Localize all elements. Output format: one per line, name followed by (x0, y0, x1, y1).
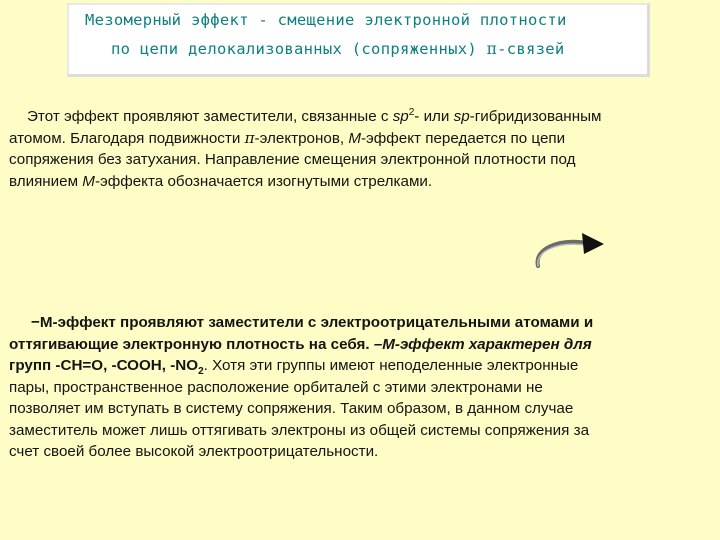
para2-line-7: счет своей более высокой электроотрицательности. (9, 443, 379, 460)
curved-arrow-icon (526, 230, 608, 274)
para2-line-2: оттягивающие электронную плотность на себя. –М-эффект характерен для (9, 335, 592, 353)
para1-line-4: влиянием М-эффекта обозначается изогнутыми стрелками. (9, 172, 433, 190)
pi-symbol: π (244, 128, 255, 147)
title-line-2-text: по цепи делокализованных (сопряженных) (111, 40, 487, 58)
pi-symbol: π (486, 40, 498, 58)
para2-line-6: заместитель может лишь оттягивать электроны из общей системы сопряжения за (9, 421, 590, 439)
para1-line-3: сопряжения без затухания. Направление смещения электронной плотности под (9, 151, 576, 168)
para1-line-1: Этот эффект проявляют заместители, связанные с $sp^2-$ или sp-гибридизованным (27, 107, 602, 125)
paragraph-mesomeric-intro (9, 106, 714, 192)
para2-line-5: позволяет им вступать в систему сопряжения. Таким образом, в данном случае (9, 400, 574, 417)
para1-line-2: атомом. Благодаря подвижности π-электронов, М-эффект передается по цепи (9, 128, 566, 147)
title-line-1: Мезомерный эффект - смещение электронной плотности (85, 11, 567, 29)
title-line-2-end: -связей (497, 40, 565, 58)
para2-line-4: пары, пространственное расположение орбиталей с этими электронами не (9, 378, 543, 396)
title-box (67, 3, 650, 77)
para2-line-3: групп -СН=О, -СООН, $-NO_2$. Хотя эти группы имеют неподеленные электронные (9, 357, 579, 378)
para2-line-1: −М-эффект проявляют заместители с электроотрицательными атомами и (31, 314, 594, 331)
paragraph-negative-m-effect (9, 312, 714, 463)
title-line-2 (111, 40, 565, 58)
